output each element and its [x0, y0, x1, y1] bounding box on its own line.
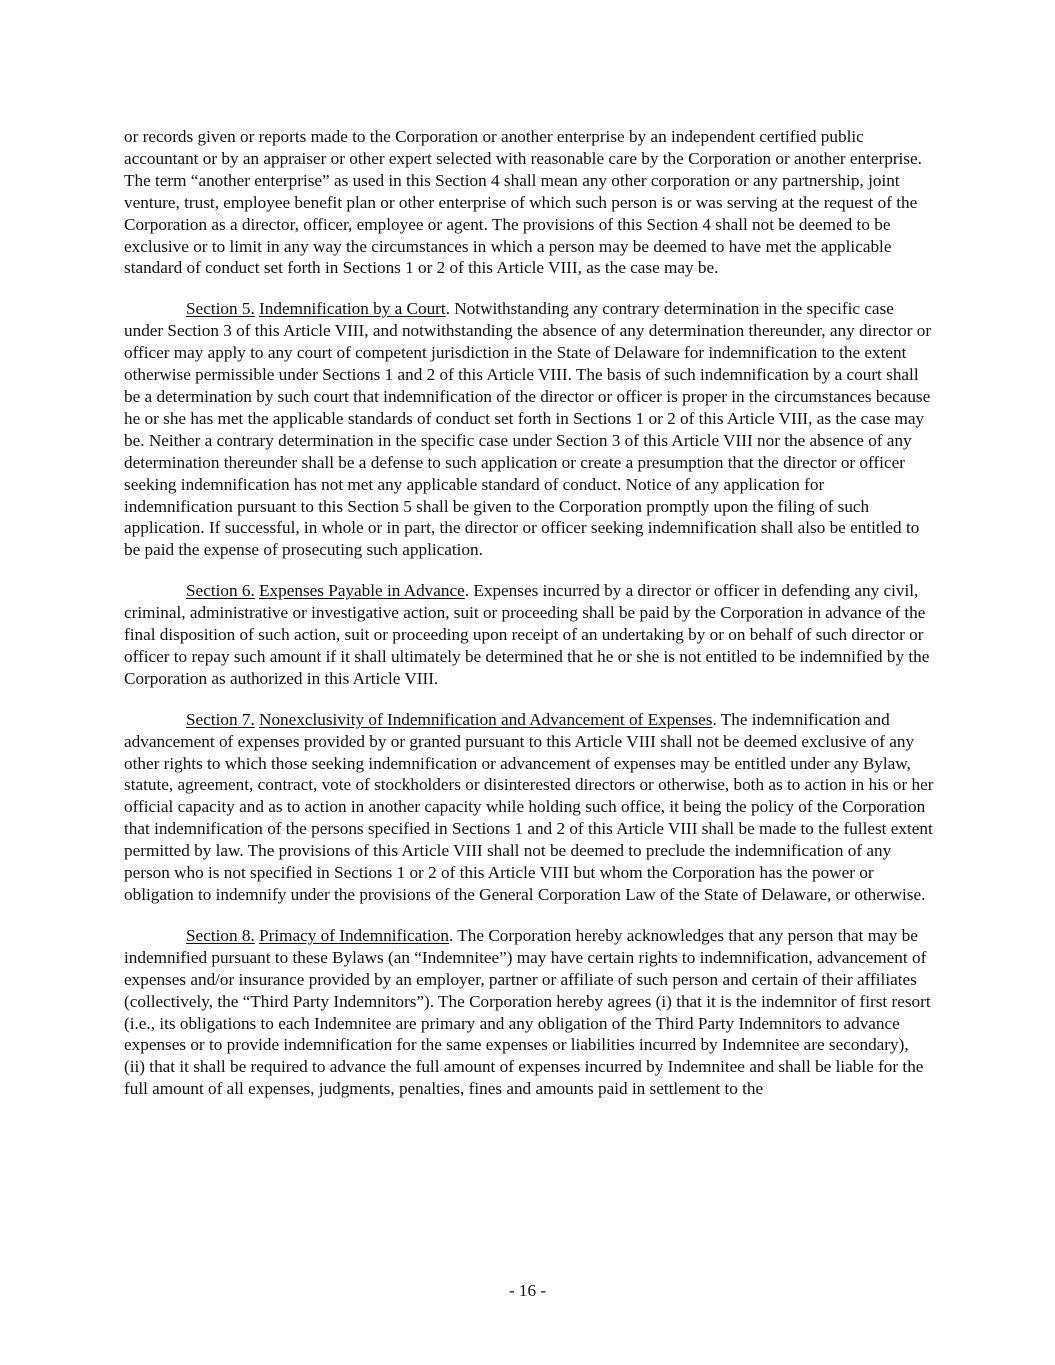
paragraph-section-5 [124, 298, 936, 561]
section-label: Section 7. [186, 709, 255, 729]
section-label: Section 6. [186, 581, 255, 601]
paragraph-text: or records given or reports made to the Corporation or another enterprise by an independent certified public accountant or by an appraiser or other expert selected with reasonable care by the Corporation or another enterprise. The term “another enterprise” as used in this Section 4 shall mean any other corporation or any partnership, joint venture, trust, employee benefit plan or other enterprise of which such person is or was serving at the request of the Corporation as a director, officer, employee or agent. The provisions of this Section 4 shall not be deemed to be exclusive or to limit in any way the circumstances in which a person may be deemed to have met the applicable standard of conduct set forth in Sections 1 or 2 of this Article VIII, as the case may be. [124, 127, 922, 278]
paragraph-section-6 [124, 580, 936, 690]
section-label: Section 8. [186, 925, 255, 945]
section-heading: Primacy of Indemnification [259, 925, 450, 945]
paragraph-text: . The indemnification and advancement of expenses provided by or granted pursuant to this Article VIII shall not be deemed exclusive of any other rights to which those seeking indemnification or advancement of expenses may be entitled under any Bylaw, statute, agreement, contract, vote of stockholders or disinterested directors or otherwise, both as to action in his or her official capacity and as to action in another capacity while holding such office, it being the policy of the Corporation that indemnification of the persons specified in Sections 1 and 2 of this Article VIII shall be made to the fullest extent permitted by law. The provisions of this Article VIII shall not be deemed to preclude the indemnification of any person who is not specified in Sections 1 or 2 of this Article VIII but whom the Corporation has the power or obligation to indemnify under the provisions of the General Corporation Law of the State of Delaware, or otherwise. [124, 709, 934, 904]
paragraph-continuation [124, 126, 936, 279]
section-label: Section 5. [186, 299, 255, 319]
paragraph-text: . Notwithstanding any contrary determination in the specific case under Section 3 of this Article VIII, and notwithstanding the absence of any determination thereunder, any director or officer may apply to any court of competent jurisdiction in the State of Delaware for indemnification to the extent otherwise permissible under Sections 1 and 2 of this Article VIII. The basis of such indemnification by a court shall be a determination by such court that indemnification of the director or officer is proper in the circumstances because he or she has met the applicable standards of conduct set forth in Sections 1 or 2 of this Article VIII, as the case may be. Neither a contrary determination in the specific case under Section 3 of this Article VIII nor the absence of any determination thereunder shall be a defense to such application or create a presumption that the director or officer seeking indemnification has not met any applicable standard of conduct. Notice of any application for indemnification pursuant to this Section 5 shall be given to the Corporation promptly upon the filing of such application. If successful, in whole or in part, the director or officer seeking indemnification shall also be entitled to be paid the expense of prosecuting such application. [124, 299, 932, 560]
paragraph-text-continued: (ii) that it shall be required to advance the full amount of expenses incurred by Indemnitee and shall be liable for the full amount of all expenses, judgments, penalties, fines and amounts paid in settlement to the [124, 1057, 924, 1099]
section-heading: Expenses Payable in Advance [259, 581, 465, 601]
section-heading: Indemnification by a Court [259, 299, 446, 319]
paragraph-text: . The Corporation hereby acknowledges that any person that may be indemnified pursuant to these Bylaws (an “Indemnitee”) may have certain rights to indemnification, advancement of expenses and/or insurance provided by an employer, partner or affiliate of such person and certain of their affiliates (collectively, the “Third Party Indemnitors”). The Corporation hereby agrees (i) that it is the indemnitor of first resort (i.e., its obligations to each Indemnitee are primary and any obligation of the Third Party Indemnitors to advance expenses or to provide indemnification for the same expenses or liabilities incurred by Indemnitee are secondary), [124, 925, 931, 1055]
paragraph-section-8 [124, 925, 936, 1100]
page-number: - 16 - [508, 1281, 547, 1300]
document-body [124, 126, 936, 1119]
paragraph-section-7 [124, 709, 936, 906]
section-heading: Nonexclusivity of Indemnification and Advancement of Expenses [259, 709, 713, 729]
paragraph-text: . Expenses incurred by a director or officer in defending any civil, criminal, administrative or investigative action, suit or proceeding shall be paid by the Corporation in advance of the final disposition of such action, suit or proceeding upon receipt of an undertaking by or on behalf of such director or officer to repay such amount if it shall ultimately be determined that he or she is not entitled to be indemnified by the Corporation as authorized in this Article VIII. [124, 581, 930, 688]
